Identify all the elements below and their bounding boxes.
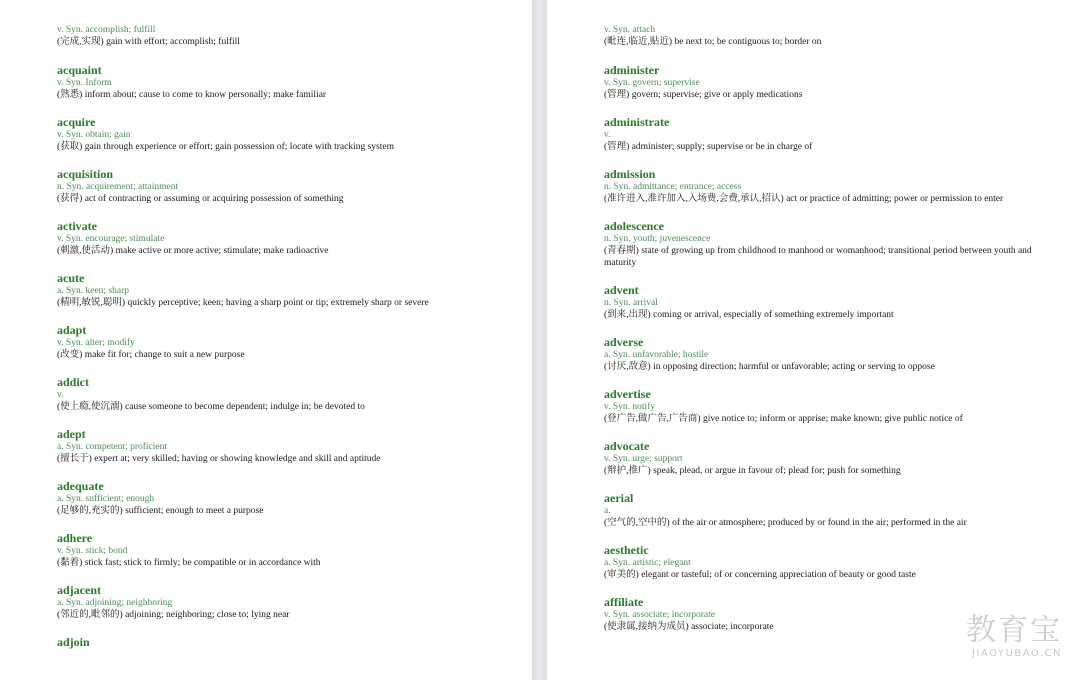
definition-line: (管理) govern; supervise; give or apply medications [604, 89, 803, 100]
dictionary-entry [604, 439, 1040, 478]
dictionary-entry [604, 167, 1040, 206]
headword: adverse [604, 335, 644, 349]
definition-line: (毗连,临近,贴近) be next to; be contiguous to; border on [604, 37, 822, 47]
dictionary-entry [57, 167, 512, 206]
dictionary-entry [57, 479, 512, 518]
headword: adapt [57, 322, 87, 337]
headword: adhere [57, 530, 93, 545]
definition-line: (完成,实现) gain with effort; accomplish; fulfill [57, 37, 240, 47]
headword: acquaint [57, 62, 102, 77]
synonym-line: v. Syn. encourage; stimulate [57, 233, 165, 244]
definition-line: (获得) act of contracting or assuming or acquiring possession of something [57, 193, 344, 204]
headword: advent [604, 283, 639, 297]
synonym-line: v. Syn. obtain; gain [57, 129, 131, 140]
headword: acquisition [57, 166, 114, 181]
synonym-line: v. Syn. Inform [57, 77, 112, 88]
synonym-line: v. Syn. attach [604, 25, 656, 35]
definition-line: (获取) gain through experience or effort; gain possession of; locate with tracking system [57, 141, 394, 152]
synonym-line: v. Syn. alter; modify [57, 337, 135, 348]
synonym-line: v. [604, 129, 611, 140]
dictionary-entry [57, 635, 512, 649]
dictionary-entry [57, 427, 512, 466]
definition-line: (青春期) state of growing up from childhood to manhood or womanhood; transitional period between youth and maturity [604, 245, 1032, 268]
headword: adept [57, 426, 86, 441]
headword: acquire [57, 114, 96, 129]
dictionary-entry [604, 283, 1040, 322]
right-top-entry [604, 24, 1040, 49]
dictionary-entry [604, 387, 1040, 426]
dictionary-entry [604, 491, 1040, 530]
definition-line: (改变) make fit for; change to suit a new purpose [57, 349, 245, 360]
dictionary-entry [604, 63, 1040, 102]
synonym-line: n. Syn. acquirement; attainment [57, 181, 179, 192]
definition-line: (足够的,充实的) sufficient; enough to meet a purpose [57, 505, 264, 516]
dictionary-entry [604, 115, 1040, 154]
headword: adjacent [57, 582, 101, 597]
headword: admission [604, 166, 656, 181]
page-gutter [532, 0, 547, 680]
headword: acute [57, 270, 85, 285]
definition-line: (使上瘾,使沉溺) cause someone to become dependent; indulge in; be devoted to [57, 401, 365, 412]
synonym-line: v. Syn. govern; supervise [604, 77, 700, 88]
dictionary-entry [604, 219, 1040, 270]
synonym-line: v. Syn. notify [604, 402, 656, 412]
right-page [547, 0, 1080, 680]
synonym-line: a. Syn. competent; proficient [57, 441, 168, 452]
dictionary-entry [57, 63, 512, 102]
dictionary-entry [57, 583, 512, 622]
dictionary-entry [604, 543, 1040, 582]
headword: administrate [604, 114, 670, 129]
synonym-line: v. [57, 389, 64, 400]
headword: advocate [604, 439, 650, 453]
headword: aerial [604, 491, 634, 505]
watermark-chinese: 教育宝 [966, 613, 1062, 648]
left-top-entry [57, 24, 512, 49]
synonym-line: v. Syn. accomplish; fulfill [57, 25, 156, 35]
synonym-line: v. Syn. stick; bond [57, 545, 128, 556]
definition-line: (讨厌,敌意) in opposing direction; harmful or unfavorable; acting or serving to oppose [604, 362, 935, 372]
dictionary-entry [604, 335, 1040, 374]
synonym-line: a. Syn. unfavorable; hostile [604, 350, 709, 360]
dictionary-entry [57, 115, 512, 154]
synonym-line: n. Syn. youth; juvenescence [604, 233, 711, 244]
headword: addict [57, 374, 90, 389]
headword: adjoin [57, 634, 90, 649]
definition-line: (登广告,做广告,广告商) give notice to; inform or apprise; make known; give public notice of [604, 414, 963, 424]
dictionary-entry [57, 219, 512, 258]
headword: advertise [604, 387, 651, 401]
synonym-line: a. [604, 506, 611, 516]
definition-line: (擅长于) expert at; very skilled; having or showing knowledge and skill and aptitude [57, 453, 381, 464]
headword: adolescence [604, 218, 664, 233]
dictionary-entry [57, 323, 512, 362]
synonym-line: a. Syn. artistic; elegant [604, 558, 691, 568]
left-page [0, 0, 532, 680]
synonym-line: n. Syn. admittance; entrance; access [604, 181, 742, 192]
headword: affiliate [604, 595, 644, 609]
watermark-logo [942, 614, 1062, 666]
headword: adequate [57, 478, 104, 493]
definition-line: (到来,出现) coming or arrival, especially of something extremely important [604, 310, 894, 320]
dictionary-entry [57, 531, 512, 570]
dictionary-entry [57, 271, 512, 310]
definition-line: (邻近的,毗邻的) adjoining; neighboring; close to; lying near [57, 609, 290, 620]
dictionary-entry [57, 375, 512, 414]
definition-line: (管理) administer; supply; supervise or be in charge of [604, 141, 813, 152]
definition-line: (准许进入,准许加入,入场费,会费,承认,招认) act or practice of admitting; power or permission to enter [604, 193, 1004, 204]
watermark-domain: JIAOYUBAO.CN [972, 648, 1062, 659]
synonym-line: v. Syn. associate; incorporate [604, 610, 715, 620]
right-entries-list [604, 63, 1040, 634]
definition-line: (黏着) stick fast; stick to firmly; be compatible or in accordance with [57, 557, 321, 568]
synonym-line: a. Syn. keen; sharp [57, 285, 130, 296]
definition-line: (精明,敏锐,聪明) quickly perceptive; keen; having a sharp point or tip; extremely sharp or severe [57, 297, 429, 308]
definition-line: (使隶属,接纳为成员) associate; incorporate [604, 622, 774, 632]
definition-line: (熟悉) inform about; cause to come to know personally; make familiar [57, 89, 327, 100]
synonym-line: n. Syn. arrival [604, 298, 658, 308]
headword: activate [57, 218, 97, 233]
synonym-line: a. Syn. adjoining; neighboring [57, 597, 173, 608]
definition-line: (刺激,使活动) make active or more active; stimulate; make radioactive [57, 245, 329, 256]
headword: aesthetic [604, 543, 649, 557]
left-entries-list [57, 63, 512, 649]
definition-line: (辩护,推广) speak, plead, or argue in favour of; plead for; push for something [604, 466, 901, 476]
headword: administer [604, 62, 660, 77]
definition-line: (审美的) elegant or tasteful; of or concerning appreciation of beauty or good taste [604, 570, 916, 580]
definition-line: (空气的,空中的) of the air or atmosphere; produced by or found in the air; performed in the air [604, 518, 967, 528]
synonym-line: a. Syn. sufficient; enough [57, 493, 155, 504]
synonym-line: v. Syn. urge; support [604, 454, 683, 464]
